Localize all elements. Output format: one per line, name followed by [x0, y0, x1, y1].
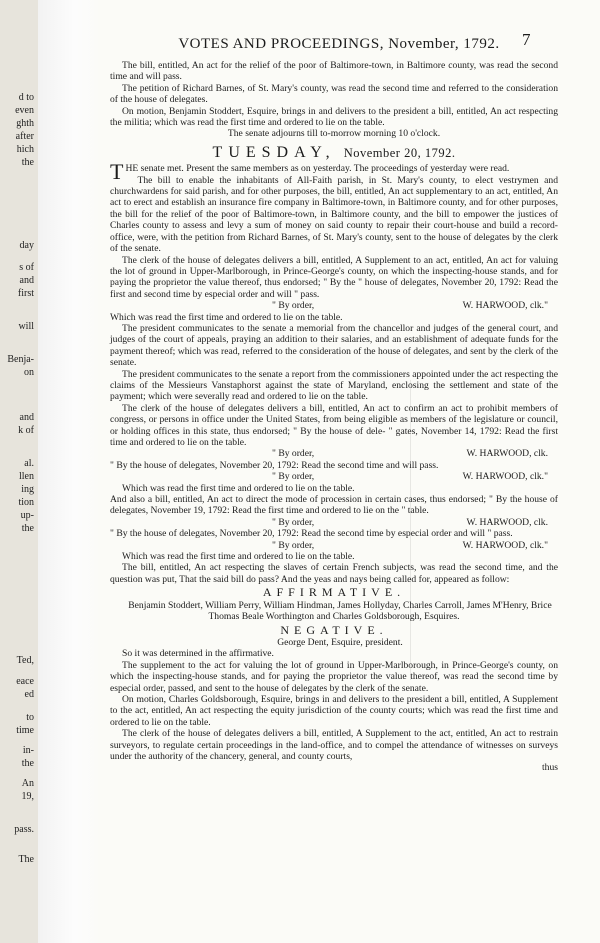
previous-page-fragment: day [19, 240, 34, 251]
affirmative-heading: AFFIRMATIVE. [262, 585, 406, 600]
previous-page-fragment: ing [21, 484, 34, 495]
previous-page-fragment: up- [20, 510, 34, 521]
signature-line [110, 471, 558, 482]
day-name: TUESDAY, [212, 143, 336, 161]
previous-page-fragment: to [26, 712, 34, 723]
signature-line [110, 448, 558, 459]
previous-page-fragment: Ted, [16, 655, 34, 666]
page-text [110, 60, 558, 774]
paragraph: The clerk of the house of delegates delivers a bill, entitled, A Supplement to an act, entitled, An act for valuing the lot of ground in Upper-Marlborough, in Prince-George's county, on which the inspecting-house stands, and for paying the proprietor the value thereof, thus endorsed; " By the " house of delegates, November 20, 1792: Read the first and second time by especial order and will " pass. [110, 254, 558, 300]
previous-page-fragment: the [21, 758, 34, 769]
previous-page-fragment: first [17, 288, 34, 299]
signature-line [110, 300, 558, 311]
by-order: " By order, [272, 448, 315, 460]
affirmative-names: Benjamin Stoddert, William Perry, William Hindman, James Hollyday, Charles Carroll, James M'Henry, Brice Thomas Beale Worthington and Charles Goldsborough, Esquires. [128, 599, 552, 623]
paragraph: The clerk of the house of delegates delivers a bill, entitled, An act to confirm an act to prohibit members of congress, or persons in office under the United States, from being eligible as members of the legislature or council, or holding offices in this state, thus endorsed; " By the house of dele- " gates, November 14, 1792: Read the first time and ordered to lie on the table. [110, 402, 558, 448]
previous-page-fragment: on [24, 367, 34, 378]
clerk-name: W. HARWOOD, clk." [462, 539, 548, 551]
paragraph: On motion, Charles Goldsborough, Esquire, brings in and delivers to the president a bill, entitled, A Supplement to the act, entitled, An act respecting the equity jurisdiction of the county courts; which was read the first time and ordered to lie on the table. [110, 693, 558, 728]
running-head: VOTES AND PROCEEDINGS, November, 1792. [178, 36, 500, 52]
paragraph: On motion, Benjamin Stoddert, Esquire, brings in and delivers to the president a bill, entitled, An act respecting the militia; which was read the first time and ordered to lie on the table. [110, 105, 558, 129]
previous-page-fragment: even [15, 105, 34, 116]
day-date: November 20, 1792. [343, 145, 456, 160]
clerk-name: W. HARWOOD, clk. [466, 516, 548, 528]
paragraph: THE senate met. Present the same members as on yesterday. The proceedings of yesterday were read. [110, 159, 510, 185]
paragraph: The clerk of the house of delegates delivers a bill, entitled, A Supplement to the act, entitled, An act to restrain surveyors, to regulate certain proceedings in the land-office, and to compel the attendance of witnesses on surveys under the authority of the chancery, general, and county courts, [110, 728, 558, 762]
clerk-name: W. HARWOOD, clk." [462, 471, 548, 483]
by-order: " By order, [272, 539, 315, 551]
paragraph: The senate adjourns till to-morrow morning 10 o'clock. [227, 128, 441, 140]
paragraph: The supplement to the act for valuing the lot of ground in Upper-Marlborough, in Prince-George's county, on which the inspecting-house stands, and for paying the proprietor the value thereof, was read the second time by especial order, passed, and sent to the house of delegates by the clerk of the senate. [110, 659, 558, 694]
previous-page-fragment: The [18, 854, 34, 865]
previous-page-fragment: tion [18, 497, 34, 508]
previous-page-fragment: in- [22, 745, 34, 756]
previous-page-fragment: will [18, 321, 34, 332]
previous-page-fragment: the [21, 157, 34, 168]
previous-page-fragment: hich [16, 144, 34, 155]
paragraph: The bill to enable the inhabitants of All-Faith parish, in St. Mary's county, to elect vestrymen and churchwardens for said parish, and for other purposes, the bill, entitled, An act supplementary to an act, entitled, An act to erect and establish an insurance fire company in Baltimore-town, in Baltimore county, and for other purposes, the bill for the relief of the poor of Baltimore-town, in Baltimore county, and the bill to empower the justices of Charles county to assess and levy a sum of money on said county to repair their court-house and build a record-office, were, with the petition from Richard Barnes, of St. Mary's county, sent to the house of delegates by the clerk of the senate. [110, 174, 558, 255]
previous-page-fragment: eace [16, 676, 34, 687]
previous-page-fragment: k of [18, 425, 34, 436]
page [98, 0, 600, 943]
clerk-name: W. HARWOOD, clk." [462, 300, 548, 312]
negative-names: George Dent, Esquire, president. [277, 636, 403, 648]
signature-line [110, 517, 558, 528]
previous-page-fragment: 19, [21, 791, 34, 802]
previous-page-fragment: llen [19, 471, 34, 482]
paragraph: " By the house of delegates, November 20, 1792: Read the second time by especial order and will " pass. [110, 528, 513, 540]
previous-page-fragment: An [21, 778, 34, 789]
previous-page-fragment: after [15, 131, 34, 142]
paragraph: The president communicates to the senate a report from the commissioners appointed under the act respecting the claims of the Messieurs Vanstaphorst against the state of Maryland, enclosing the settlement and state of the payment; which were severally read and ordered to lie on the table. [110, 368, 558, 403]
previous-page-fragment: pass. [14, 824, 34, 835]
by-order: " By order, [272, 516, 315, 528]
previous-page-fragment: d to [18, 92, 34, 103]
signature-line [110, 540, 558, 551]
previous-page-fragment: and [19, 275, 34, 286]
negative-heading: NEGATIVE. [280, 622, 388, 637]
paragraph: And also a bill, entitled, An act to direct the mode of procession in certain cases, thus endorsed; " By the house of delegates, November 19, 1792: Read the first time and ordered to lie on the " table. [110, 494, 558, 517]
paragraph: The bill, entitled, An act respecting the slaves of certain French subjects, was read the second time, and the question was put, That the said bill do pass? And the yeas and nays being called for, appeared as follow: [110, 562, 558, 585]
paragraph: The bill, entitled, An act for the relief of the poor of Baltimore-town, in Baltimore county, was read the second time and will pass. [110, 60, 558, 83]
by-order: " By order, [272, 300, 315, 312]
clerk-name: W. HARWOOD, clk. [466, 448, 548, 460]
page-gutter [38, 0, 98, 943]
previous-page-edge [0, 0, 38, 943]
previous-page-fragment: the [21, 523, 34, 534]
previous-page-fragment: al. [24, 458, 34, 469]
catchword: thus [542, 762, 558, 774]
previous-page-fragment: ed [24, 689, 34, 700]
previous-page-fragment: and [19, 412, 34, 423]
paragraph: The petition of Richard Barnes, of St. Mary's county, was read the second time and referred to the consideration of the house of delegates. [110, 82, 558, 106]
day-heading [110, 143, 558, 161]
paragraph: " By the house of delegates, November 20, 1792: Read the second time and will pass. [110, 459, 439, 471]
by-order: " By order, [272, 471, 315, 483]
paragraph: Which was read the first time and ordered to lie on the table. [122, 482, 355, 494]
paragraph: Which was read the first time and ordered to lie on the table. [110, 311, 343, 323]
previous-page-fragment: Benja- [7, 354, 34, 365]
page-number: 7 [522, 30, 531, 49]
paragraph: So it was determined in the affirmative. [122, 648, 274, 660]
paragraph: The president communicates to the senate a memorial from the chancellor and judges of the general court, and judges of the court of appeals, praying an addition to their salaries, and an establishment of adequate funds for the payment thereof; which was read, referred to the consideration of the house of delegates, and sent by the clerk of the senate. [110, 322, 558, 369]
previous-page-fragment: s of [19, 262, 34, 273]
paragraph: Which was read the first time and ordered to lie on the table. [122, 551, 355, 563]
previous-page-fragment: time [16, 725, 34, 736]
previous-page-fragment: ghth [16, 118, 34, 129]
